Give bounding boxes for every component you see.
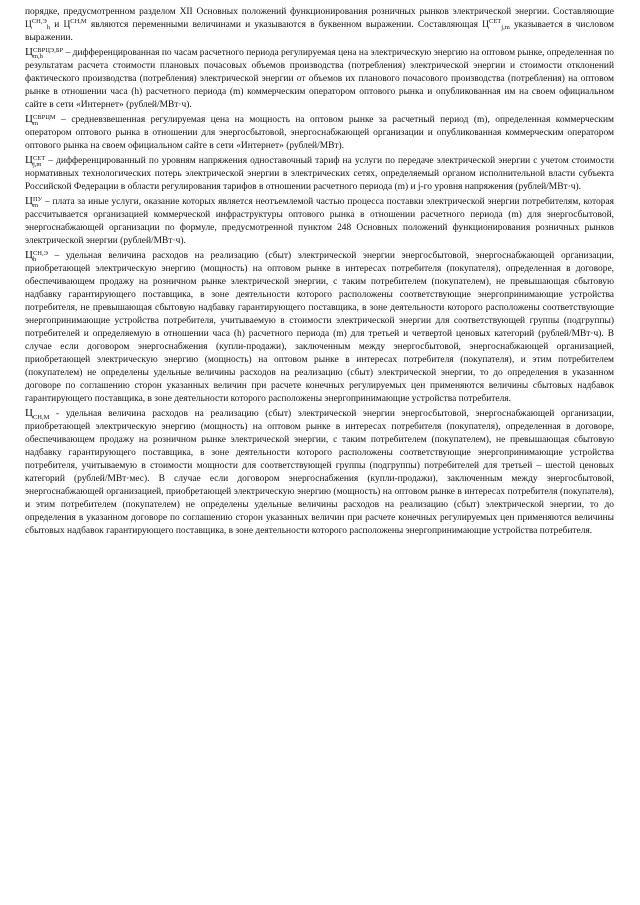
symbol-indices	[33, 48, 63, 60]
intro-end: указывается в числовом выражении.	[25, 20, 614, 43]
symbol-indices	[33, 197, 42, 209]
paragraph-intro	[25, 6, 614, 45]
definition-sn-m	[25, 407, 614, 538]
symbol-indices	[33, 156, 45, 168]
intro-text: порядке, предусмотренном разделом XII Основных положений функционирования розничных рынков электрической энергии. Составляющие Ц	[25, 7, 614, 30]
symbol-sup: СВРЦЭ,БР	[32, 47, 64, 54]
symbol-sn-m	[25, 407, 49, 419]
definition-svrce-br	[25, 46, 614, 112]
intro-mid-2: являются переменными величинами и указываются в буквенном выражении. Составляющая Ц	[86, 20, 489, 30]
intro-sub-1: h	[46, 24, 51, 31]
symbol-svrce-br	[25, 46, 63, 58]
intro-sup-3: СЕТ	[488, 18, 502, 25]
intro-sup-2: СН,М	[70, 18, 87, 25]
definition-pu	[25, 195, 614, 248]
symbol-indices	[33, 415, 49, 421]
symbol-sub: m	[32, 120, 39, 127]
definition-text: – дифференцированная по часам расчетного периода регулируемая цена на электрическую энергию на оптовом рынке, определенная по результатам расчета стоимости плановых почасовых объемов производства (потребления) электрической энергии и стоимости отклонений фактического производства (потребления) электрической энергии от объемов их планового почасового производства (потребления) на оптовом рынке в отношении часа (h) расчетного периода (m) коммерческим оператором оптового рынка и опубликованная им на своем официальном сайте в сети «Интернет» (рублей/МВт·ч).	[25, 48, 614, 110]
symbol-set	[25, 154, 45, 166]
symbol-sup: СН,Э	[32, 250, 48, 257]
symbol-sub: m,h	[32, 53, 43, 60]
symbol-indices	[33, 115, 56, 127]
definition-text: – удельная величина расходов на реализацию (сбыт) электрической энергии энергосбытовой, энергоснабжающей организации, приобретающей электрическую энергию (мощность) на оптовом рынке в интересах потребителя (покупателя), определенная в договоре, обеспечивающем продажу на розничном рынке электрической энергии, с таким потребителем (покупателем), не превышающая сбытовую надбавку гарантирующего поставщика, в зоне деятельности которого расположены соответствующие энергопринимающие устройства потребителя, не превышающая сбытовую надбавку гарантирующего поставщика, в зоне деятельности которого расположены соответствующие энергопринимающие устройства потребителя, учитываемую в стоимости электрической энергии для соответствующей группы (подгруппы) потребителей и определяемую в отношении часа (h) расчетного периода (m) для третьей и четвертой ценовых категорий (рублей/МВт·ч). В случае если договором энергоснабжения (купли-продажи), заключенным между энергосбытовой, энергоснабжающей организацией, приобретающей электрическую энергию (мощность) на оптовом рынке в интересах потребителя (покупателя), и этим потребителем (покупателем) не определены удельные величины расходов на реализацию (сбыт) электрической энергии, то до определения в указанном договоре по соглашению сторон указанных величин при расчете конечных регулируемых цен применяются величины сбытовых надбавок гарантирующего поставщика, в зоне деятельности которого расположены энергопринимающие устройства потребителя.	[25, 251, 614, 404]
symbol-letter: Ц	[25, 407, 33, 419]
symbol-letter: Ц	[25, 46, 33, 58]
definition-text: – средневзвешенная регулируемая цена на мощность на оптовом рынке за расчетный период (m), определенная коммерческим оператором оптового рынка в отношении для энергосбытовой, энергоснабжающей организации и опубликованная коммерческим оператором оптового рынка на своем официальном сайте в сети «Интернет» (рублей/МВт).	[25, 115, 614, 151]
intro-sub-3: j,m	[501, 24, 510, 31]
symbol-letter: Ц	[25, 249, 33, 261]
symbol-sup: СН,М	[32, 414, 50, 421]
symbol-letter: Ц	[25, 154, 33, 166]
definition-svrcm	[25, 113, 614, 153]
intro-sup-1: СН,Э	[31, 18, 47, 25]
definition-text: – плата за иные услуги, оказание которых является неотъемлемой частью процесса поставки электрической энергии потребителям, которая рассчитывается организацией коммерческой инфраструктуры оптового рынка в отношении расчетного периода (m) для энергосбытовой, энергоснабжающей организации по формуле, предусмотренной пунктом 248 Основных положений функционирования розничных рынков электрической энергии (рублей/МВт·ч).	[25, 197, 614, 246]
intro-mid-1: и Ц	[50, 20, 71, 30]
symbol-letter: Ц	[25, 113, 33, 125]
symbol-sn-e	[25, 249, 48, 261]
symbol-sub: h	[32, 256, 37, 263]
symbol-sup: ПУ	[32, 196, 43, 203]
symbol-sub: m	[32, 202, 39, 209]
symbol-svrcm	[25, 113, 56, 125]
symbol-indices	[33, 251, 48, 263]
definition-text: – дифференцированный по уровням напряжения одноставочный тариф на услуги по передаче электрической энергии с учетом стоимости нормативных технологических потерь электрической энергии в электрических сетях, определяемый органом исполнительной власти субъекта Российской Федерации в области регулирования тарифов в отношении расчетного периода (m) и j-го уровня напряжения (рублей/МВт·ч).	[25, 156, 614, 192]
symbol-sub: j,m	[32, 161, 42, 168]
definition-sn-e	[25, 249, 614, 406]
definition-set	[25, 154, 614, 194]
symbol-letter: Ц	[25, 195, 33, 207]
definition-text: - удельная величина расходов на реализацию (сбыт) электрической энергии энергосбытовой, энергоснабжающей организации, приобретающей электрическую энергию (мощность) на оптовом рынке в интересах потребителя (покупателя), определенная в договоре, обеспечивающем продажу на розничном рынке электрической энергии, с таким потребителем (покупателем), не превышающая сбытовую надбавку гарантирующего поставщика, в зоне деятельности которого расположены соответствующие энергопринимающие устройства потребителя, учитываемую в стоимости мощности для соответствующей группы (подгруппы) потребителей для третьей – шестой ценовых категорий (рублей/МВт·мес). В случае если договором энергоснабжения (купли-продажи), заключенным между энергосбытовой, энергоснабжающей организацией, приобретающей электрическую энергию (мощность) на оптовом рынке в интересах потребителя (покупателя), и этим потребителем (покупателем) не определены удельные величины расходов на реализацию (сбыт) электрической энергии, то до определения в указанном договоре по соглашению сторон указанных величин при расчете конечных регулируемых цен применяются величины сбытовых надбавок гарантирующего поставщика, в зоне деятельности которого расположены энергопринимающие устройства потребителя.	[25, 409, 614, 536]
symbol-pu	[25, 195, 42, 207]
symbol-sup: СВРЦМ	[32, 114, 56, 121]
symbol-sup: СЕТ	[32, 155, 46, 162]
